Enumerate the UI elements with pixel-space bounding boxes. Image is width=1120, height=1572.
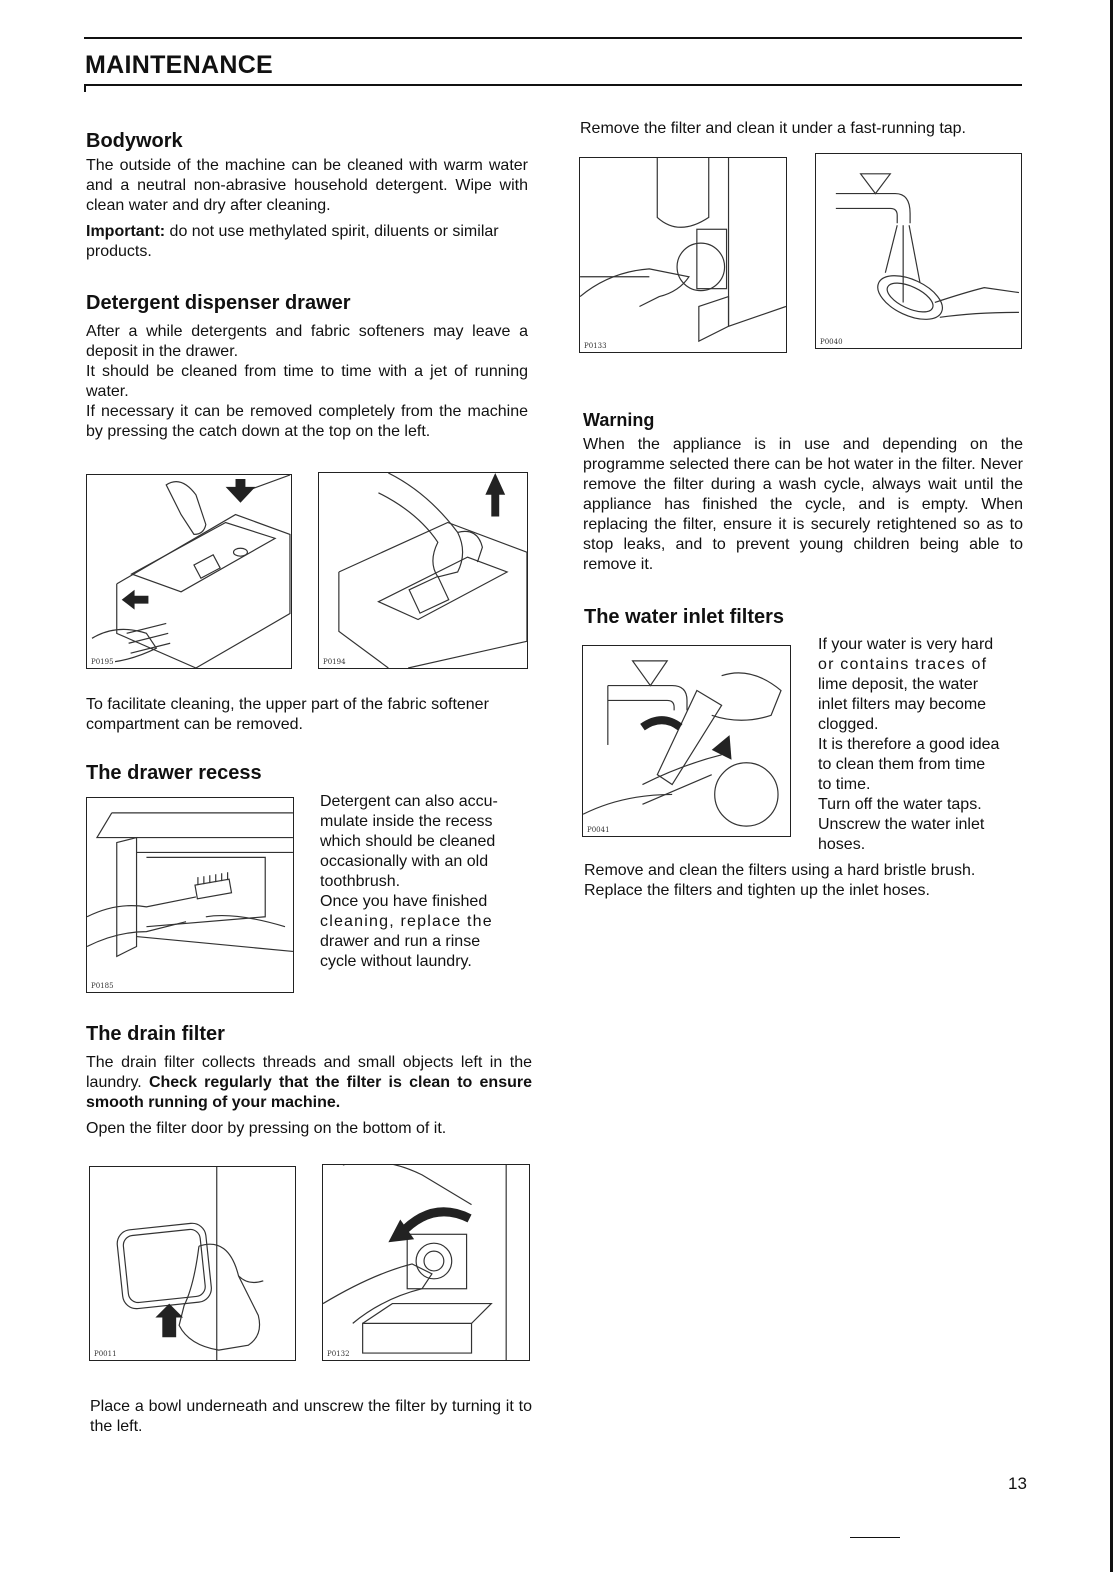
figure-code: P0132 [327, 1350, 350, 1358]
unscrew-drain-filter-illustration [322, 1164, 530, 1361]
inlet-line: inlet filters may become [818, 696, 987, 713]
figure-code: P0041 [587, 826, 610, 834]
recess-line: toothbrush. [320, 873, 401, 890]
bodywork-important [86, 222, 528, 262]
remove-filter-text: Remove the filter and clean it under a fast-running tap. [580, 120, 966, 137]
footer-mark [850, 1537, 900, 1538]
important-label: Important: [86, 223, 166, 240]
header-left-edge [84, 84, 86, 92]
softener-note: To facilitate cleaning, the upper part of the fabric softener compartment can be removed. [86, 696, 489, 733]
warning-heading: Warning [583, 410, 655, 430]
page-title: MAINTENANCE [85, 51, 274, 79]
inlet-line: or contains traces of [818, 656, 988, 673]
filter-door-drawing [90, 1167, 295, 1360]
recess-line: drawer and run a rinse [320, 933, 481, 950]
figure-code: P0011 [94, 1350, 117, 1358]
water-inlet-filter-drawing [583, 646, 790, 836]
drain-text [86, 1053, 532, 1139]
inlet-line: If your water is very hard [818, 636, 994, 653]
figure-code: P0040 [820, 338, 843, 346]
drain-p2: Open the filter door by pressing on the bottom of it. [86, 1120, 447, 1137]
softener-compartment-illustration [318, 472, 528, 669]
filter-door-illustration [89, 1166, 296, 1361]
bodywork-text [86, 156, 528, 262]
dispenser-text [86, 322, 528, 442]
figure-code: P0133 [584, 342, 607, 350]
inlet-p2: Remove and clean the filters using a hard bristle brush. [584, 862, 976, 879]
inlet-line: Turn off the water taps. [818, 796, 982, 813]
bodywork-heading: Bodywork [86, 130, 183, 152]
unscrew-drain-filter-drawing [323, 1165, 529, 1360]
header-top-rule [84, 37, 1022, 39]
inlet-line: hoses. [818, 836, 866, 853]
drawer-recess-drawing [87, 798, 293, 992]
recess-line: which should be cleaned [320, 833, 496, 850]
header-bottom-rule [84, 84, 1022, 86]
dispenser-p3: If necessary it can be removed completely from the machine by pressing the catch down at the top on the left. [86, 403, 528, 440]
recess-line: mulate inside the recess [320, 813, 493, 830]
water-inlet-filter-illustration [582, 645, 791, 837]
scan-edge [1110, 0, 1113, 1572]
recess-heading: The drawer recess [86, 762, 262, 784]
inlet-line: It is therefore a good idea [818, 736, 1000, 753]
recess-line: Once you have finished [320, 893, 488, 910]
recess-line: cycle without laundry. [320, 953, 472, 970]
rinse-filter-illustration [815, 153, 1022, 349]
recess-line: Detergent can also accu- [320, 793, 498, 810]
remove-filter-illustration [579, 157, 787, 353]
drawer-recess-illustration [86, 797, 294, 993]
dispenser-p1: After a while detergents and fabric softeners may leave a deposit in the drawer. [86, 323, 528, 360]
warning-text: When the appliance is in use and depending on the programme selected there can be hot water in the filter. Never remove the filter during a wash cycle, always wait until the appliance has finished the cycle, and is empty. When replacing the filter, ensure it is securely retightened so as to stop leaks, and to prevent young children being able to remove it. [583, 436, 1023, 573]
figure-code: P0194 [323, 658, 346, 666]
inlet-p3: Replace the filters and tighten up the inlet hoses. [584, 882, 930, 899]
dispenser-heading: Detergent dispenser drawer [86, 292, 351, 314]
inlet-line: lime deposit, the water [818, 676, 979, 693]
recess-line: occasionally with an old [320, 853, 489, 870]
inlet-heading: The water inlet filters [584, 606, 785, 628]
rinse-filter-drawing [816, 154, 1021, 348]
drawer-removal-drawing [87, 475, 291, 668]
softener-compartment-drawing [319, 473, 527, 668]
drain-intro [86, 1053, 532, 1113]
drain-after: Place a bowl underneath and unscrew the filter by turning it to the left. [90, 1398, 532, 1435]
inlet-line: to clean them from time [818, 756, 986, 773]
inlet-line: to time. [818, 776, 871, 793]
inlet-side-text [818, 635, 1025, 855]
page-number: 13 [1008, 1474, 1027, 1493]
dispenser-p2: It should be cleaned from time to time with a jet of running water. [86, 363, 528, 400]
inlet-bottom-text [584, 861, 1026, 901]
figure-code: P0195 [91, 658, 114, 666]
recess-line: cleaning, replace the [320, 913, 493, 930]
important-text: do not use methylated spirit, diluents or similar products. [86, 223, 499, 260]
drain-heading: The drain filter [86, 1023, 225, 1045]
inlet-line: clogged. [818, 716, 879, 733]
figure-code: P0185 [91, 982, 114, 990]
drain-intro-text: The drain filter collects threads and small objects left in the laundry. [86, 1054, 532, 1091]
drain-bold-text: Check regularly that the filter is clean to ensure smooth running of your machine. [86, 1074, 532, 1111]
recess-text [320, 792, 531, 972]
inlet-line: Unscrew the water inlet [818, 816, 985, 833]
remove-filter-drawing [580, 158, 786, 352]
drawer-removal-illustration [86, 474, 292, 669]
bodywork-paragraph: The outside of the machine can be cleaned with warm water and a neutral non-abrasive household detergent. Wipe with clean water and dry after cleaning. [86, 157, 528, 214]
